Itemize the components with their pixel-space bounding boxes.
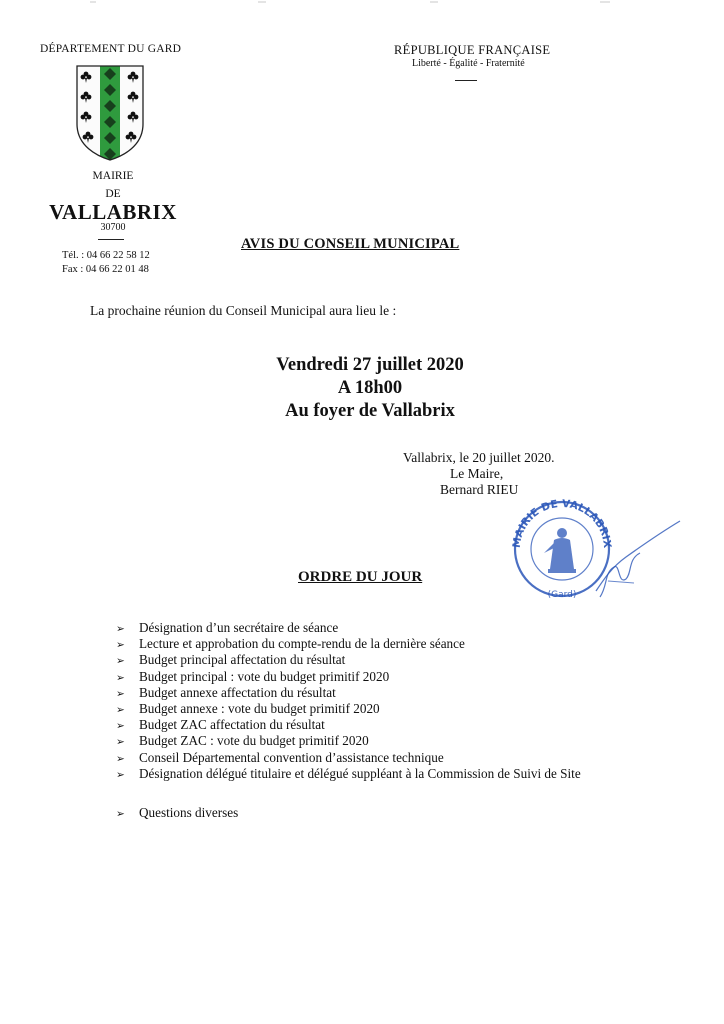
list-item [116, 636, 581, 652]
agenda-item-text: Désignation délégué titulaire et délégué suppléant à la Commission de Suivi de Site [139, 765, 581, 781]
agenda-title: ORDRE DU JOUR [298, 569, 423, 585]
arrow-bullet-icon: ➢ [116, 808, 125, 820]
contact-divider [98, 239, 124, 240]
arrow-bullet-icon: ➢ [116, 768, 125, 781]
agenda-item-text: Budget principal : vote du budget primitif 2020 [139, 668, 390, 684]
arrow-bullet-icon: ➢ [116, 687, 125, 700]
signature-place-date: Vallabrix, le 20 juillet 2020. [403, 450, 555, 465]
notice-title: AVIS DU CONSEIL MUNICIPAL [241, 236, 460, 252]
arrow-bullet-icon: ➢ [116, 703, 125, 716]
agenda-item-text: Budget annexe affectation du résultat [139, 684, 336, 700]
arrow-bullet-icon: ➢ [116, 639, 125, 652]
agenda-item-text: Désignation d’un secrétaire de séance [139, 620, 339, 635]
agenda-item-text: Lecture et approbation du compte-rendu de la dernière séance [139, 636, 465, 652]
meeting-place: Au foyer de Vallabrix [285, 401, 455, 421]
fax: Fax : 04 66 22 01 48 [62, 264, 149, 275]
coat-of-arms-icon [73, 64, 147, 162]
list-item [116, 805, 238, 822]
mairie-label: MAIRIE [92, 170, 134, 182]
department-label: DÉPARTEMENT DU GARD [40, 43, 182, 55]
telephone: Tél. : 04 66 22 58 12 [62, 250, 150, 261]
arrow-bullet-icon: ➢ [116, 655, 125, 668]
meeting-time: A 18h00 [337, 378, 403, 398]
agenda-list [116, 620, 581, 782]
agenda-item-text: Budget ZAC : vote du budget primitif 2020 [139, 733, 369, 749]
signature-name: Bernard RIEU [440, 482, 519, 497]
scan-edge-marks [0, 0, 724, 8]
arrow-bullet-icon: ➢ [116, 752, 125, 765]
commune-name: VALLABRIX [49, 200, 177, 224]
list-item [116, 733, 581, 749]
meeting-date: Vendredi 27 juillet 2020 [276, 355, 464, 375]
agenda-item-text: Conseil Départemental convention d’assistance technique [139, 749, 444, 765]
arrow-bullet-icon: ➢ [116, 623, 125, 635]
agenda-item-text: Budget principal affectation du résultat [139, 652, 346, 668]
list-item [116, 652, 581, 668]
list-item [116, 701, 581, 717]
arrow-bullet-icon: ➢ [116, 736, 125, 749]
list-item [116, 750, 581, 766]
arrow-bullet-icon: ➢ [116, 671, 125, 684]
list-item [116, 669, 581, 685]
stamp-text-top: MAIRIE DE VALLABRIX [510, 497, 614, 549]
agenda-item-text: Questions diverses [139, 805, 239, 820]
de-label: DE [105, 188, 121, 200]
stamp-text-bottom: (Gard) [547, 590, 577, 600]
signature-role: Le Maire, [450, 466, 504, 481]
notice-intro: La prochaine réunion du Conseil Municipal aura lieu le : [90, 303, 397, 318]
republic-label: RÉPUBLIQUE FRANÇAISE [394, 43, 551, 57]
list-item [116, 685, 581, 701]
agenda-item-text: Budget ZAC affectation du résultat [139, 717, 325, 733]
header-divider [455, 80, 477, 81]
official-stamp [508, 493, 683, 605]
list-item [116, 766, 581, 782]
list-item [116, 717, 581, 733]
agenda-item-text: Budget annexe : vote du budget primitif 2020 [139, 700, 380, 716]
arrow-bullet-icon: ➢ [116, 720, 125, 733]
list-item [116, 620, 581, 636]
republic-motto: Liberté - Égalité - Fraternité [412, 58, 525, 69]
postal-code: 30700 [100, 222, 126, 233]
